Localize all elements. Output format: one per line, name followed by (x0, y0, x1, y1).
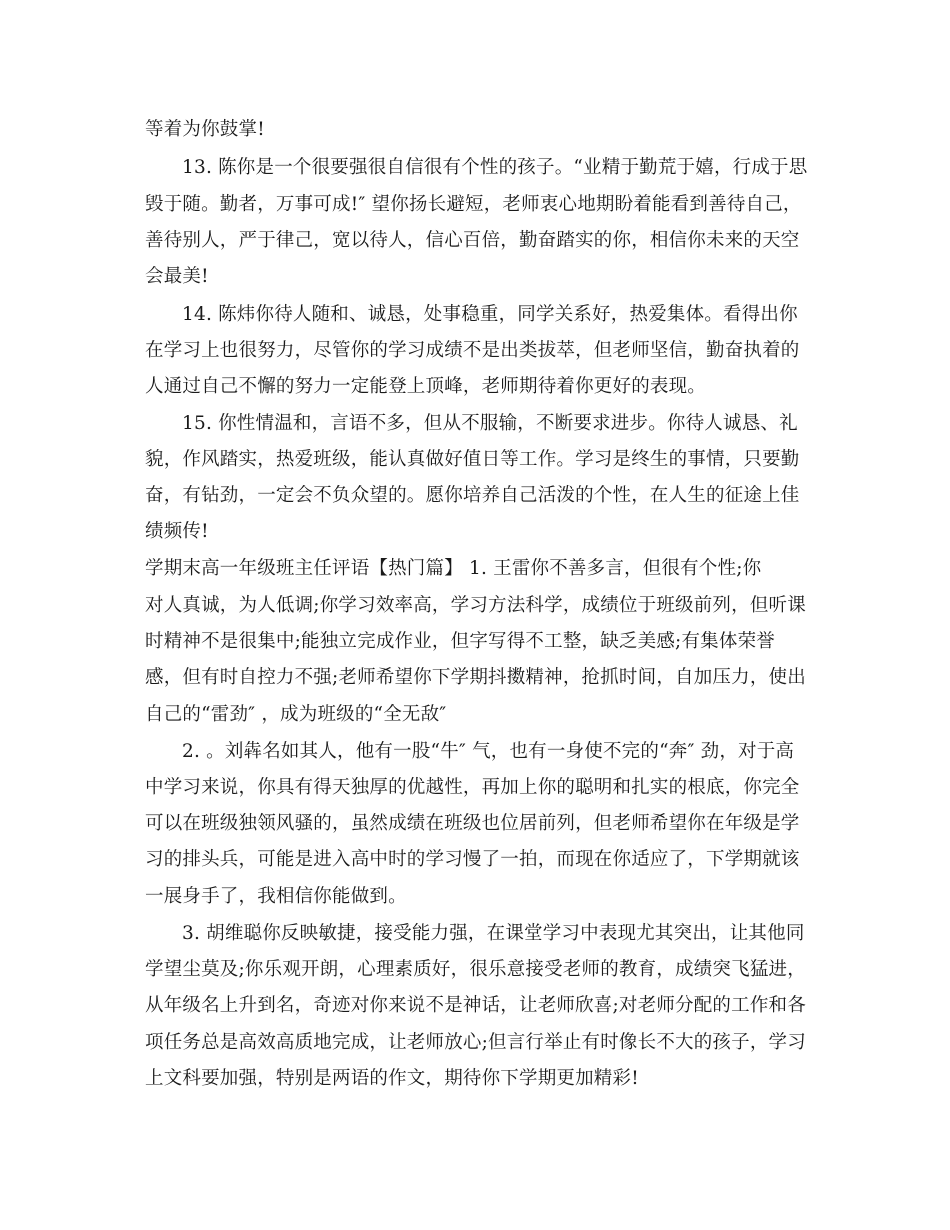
text-line: 时精神不是很集中;能独立完成作业，但字写得不工整，缺乏美感;有集体荣誉 (145, 631, 775, 652)
text-line: 善待别人，严于律己，宽以待人，信心百倍，勤奋踏实的你，相信你未来的天空 (145, 230, 800, 251)
text-line: 项任务总是高效高质地完成，让老师放心;但言行举止有时像长不大的孩子，学习 (145, 1032, 806, 1053)
text-line: 可以在班级独领风骚的，虽然成绩在班级也位居前列，但老师希望你在年级是学 (145, 813, 800, 834)
text-line: 从年级名上升到名，奇迹对你来说不是神话，让老师欣喜;对老师分配的工作和各 (145, 995, 806, 1016)
text-line: 13. 陈你是一个很要强很自信很有个性的孩子。“业精于勤荒于嬉，行成于思 (182, 157, 808, 178)
text-line: 上文科要加强，特别是两语的作文，期待你下学期更加精彩! (145, 1068, 639, 1089)
text-line: 在学习上也很努力，尽管你的学习成绩不是出类拔萃，但老师坚信，勤奋执着的 (145, 340, 800, 361)
text-line: 习的排头兵，可能是进入高中时的学习慢了一拍，而现在你适应了，下学期就该 (145, 849, 800, 870)
text-line: 学期末高一年级班主任评语【热门篇】 1. 王雷你不善多言，但很有个性;你 (145, 558, 762, 579)
text-line: 貌，作风踏实，热爱班级，能认真做好值日等工作。学习是终生的事情，只要勤 (145, 449, 800, 470)
text-line: 2. 。刘犇名如其人，他有一股“牛″ 气，也有一身使不完的“奔″ 劲，对于高 (182, 741, 795, 762)
text-line: 自己的“雷劲″ ，成为班级的“全无敌″ (145, 704, 447, 725)
text-line: 绩频传! (145, 521, 209, 542)
text-line: 15. 你性情温和，言语不多，但从不服输，不断要求进步。你待人诚恳、礼 (182, 413, 798, 434)
text-line: 感，但有时自控力不强;老师希望你下学期抖擞精神，抢抓时间，自加压力，使出 (145, 667, 806, 688)
text-line: 学望尘莫及;你乐观开朗，心理素质好，很乐意接受老师的教育，成绩突飞猛进， (145, 959, 806, 980)
text-line: 3. 胡维聪你反映敏捷，接受能力强，在课堂学习中表现尤其突出，让其他同 (182, 923, 805, 944)
text-line: 对人真诚，为人低调;你学习效率高，学习方法科学，成绩位于班级前列，但听课 (145, 595, 806, 616)
text-line: 毁于随。勤者，万事可成!″ 望你扬长避短，老师衷心地期盼着能看到善待自己， (145, 194, 802, 215)
text-line: 一展身手了，我相信你能做到。 (145, 886, 407, 907)
text-line: 会最美! (145, 266, 209, 287)
text-line: 14. 陈炜你待人随和、诚恳，处事稳重，同学关系好，热爱集体。看得出你 (182, 304, 798, 325)
text-line: 人通过自己不懈的努力一定能登上顶峰，老师期待着你更好的表现。 (145, 376, 707, 397)
text-line: 奋，有钻劲，一定会不负众望的。愿你培养自己活泼的个性，在人生的征途上佳 (145, 485, 800, 506)
text-line: 等着为你鼓掌! (145, 119, 265, 140)
text-line: 中学习来说，你具有得天独厚的优越性，再加上你的聪明和扎实的根底，你完全 (145, 777, 800, 798)
